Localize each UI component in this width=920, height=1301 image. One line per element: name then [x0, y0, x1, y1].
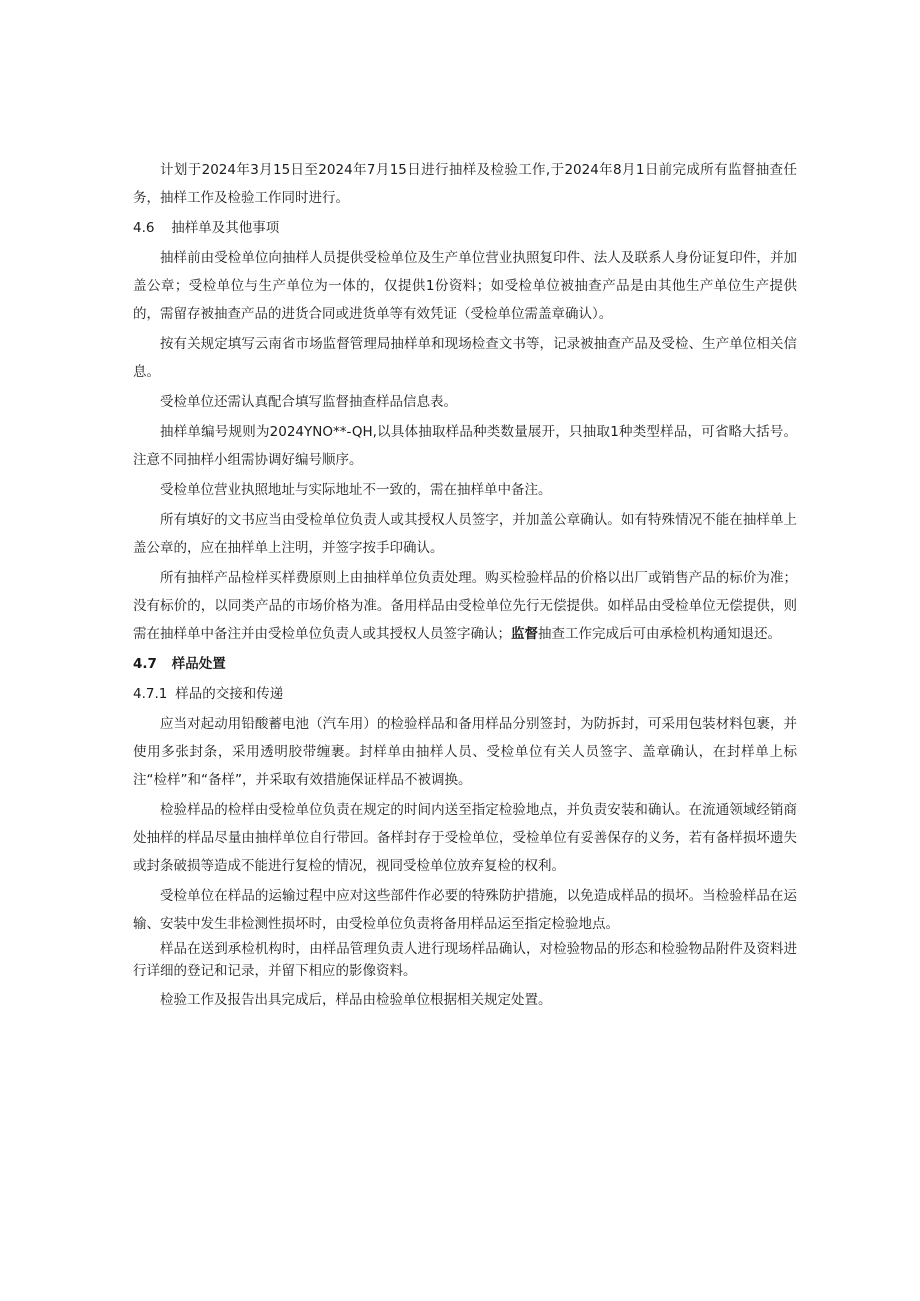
paragraph: 抽样单编号规则为2024YNO**-QH,以具体抽取样品种类数量展开，只抽取1种类型样品，可省略大括号。注意不同抽样小组需协调好编号顺序。 — [133, 424, 797, 468]
section-number: 4.7.1 — [133, 686, 168, 702]
paragraph: 受检单位还需认真配合填写监督抽查样品信息表。 — [160, 394, 457, 410]
paragraph-text: 所有抽样产品检样买样费原则上由抽样单位负责处理。购买检验样品的价格以出厂或销售产品的标价为准；没有标价的，以同类产品的市场价格为准。备用样品由受检单位先行无偿提供。如样品由受检单位无偿提供，则需在抽样单中备注并由受检单位负责人或其授权人员签字确认； — [133, 570, 797, 642]
section-number: 4.7 — [133, 656, 157, 672]
section-heading-4-6 — [133, 214, 797, 242]
document-body — [133, 156, 797, 1016]
paragraph-sample-fees — [133, 564, 797, 648]
subsection-heading-4-7-1 — [133, 680, 797, 708]
paragraph-text: 抽查工作完成后可由承检机构通知退还。 — [538, 626, 781, 642]
paragraph: 按有关规定填写云南省市场监督管理局抽样单和现场检查文书等，记录被抽查产品及受检、生产单位相关信息。 — [133, 336, 797, 380]
paragraph: 检验样品的检样由受检单位负责在规定的时间内送至指定检验地点，并负责安装和确认。在流通领域经销商处抽样的样品尽量由抽样单位自行带回。备样封存于受检单位，受检单位有妥善保存的义务，若有备样损坏遗失或封条破损等造成不能进行复检的情况，视同受检单位放弃复检的权利。 — [133, 802, 797, 874]
section-number: 4.6 — [133, 220, 155, 236]
paragraph: 检验工作及报告出具完成后，样品由检验单位根据相关规定处置。 — [160, 992, 552, 1008]
section-heading-4-7 — [133, 650, 797, 678]
paragraph: 抽样前由受检单位向抽样人员提供受检单位及生产单位营业执照复印件、法人及联系人身份证复印件，并加盖公章；受检单位与生产单位为一体的，仅提供1份资料；如受检单位被抽查产品是由其他生产单位生产提供的，需留存被抽查产品的进货合同或进货单等有效凭证（受检单位需盖章确认）。 — [133, 250, 797, 322]
section-title: 抽样单及其他事项 — [171, 220, 280, 236]
paragraph: 受检单位在样品的运输过程中应对这些部件作必要的特殊防护措施，以免造成样品的损坏。当检验样品在运输、安装中发生非检测性损坏时，由受检单位负责将备用样品运至指定检验地点。 — [133, 888, 797, 932]
paragraph: 所有填好的文书应当由受检单位负责人或其授权人员签字，并加盖公章确认。如有特殊情况不能在抽样单上盖公章的，应在抽样单上注明，并签字按手印确认。 — [133, 512, 797, 556]
section-title: 样品的交接和传递 — [175, 686, 284, 702]
emphasis-text: 监督 — [511, 626, 538, 642]
paragraph: 样品在送到承检机构时，由样品管理负责人进行现场样品确认，对检验物品的形态和检验物品附件及资料进行详细的登记和记录，并留下相应的影像资料。 — [133, 941, 797, 979]
paragraph-schedule: 计划于2024年3月15日至2024年7月15日进行抽样及检验工作,于2024年8月1日前完成所有监督抽查任务，抽样工作及检验工作同时进行。 — [133, 162, 797, 206]
section-title: 样品处置 — [171, 656, 226, 672]
paragraph: 受检单位营业执照地址与实际地址不一致的，需在抽样单中备注。 — [160, 482, 552, 498]
paragraph: 应当对起动用铅酸蓄电池（汽车用）的检验样品和备用样品分别签封，为防拆封，可采用包装材料包裹，并使用多张封条，采用透明胶带缠裹。封样单由抽样人员、受检单位有关人员签字、盖章确认，在封样单上标注“检样”和“备样”，并采取有效措施保证样品不被调换。 — [133, 716, 797, 788]
